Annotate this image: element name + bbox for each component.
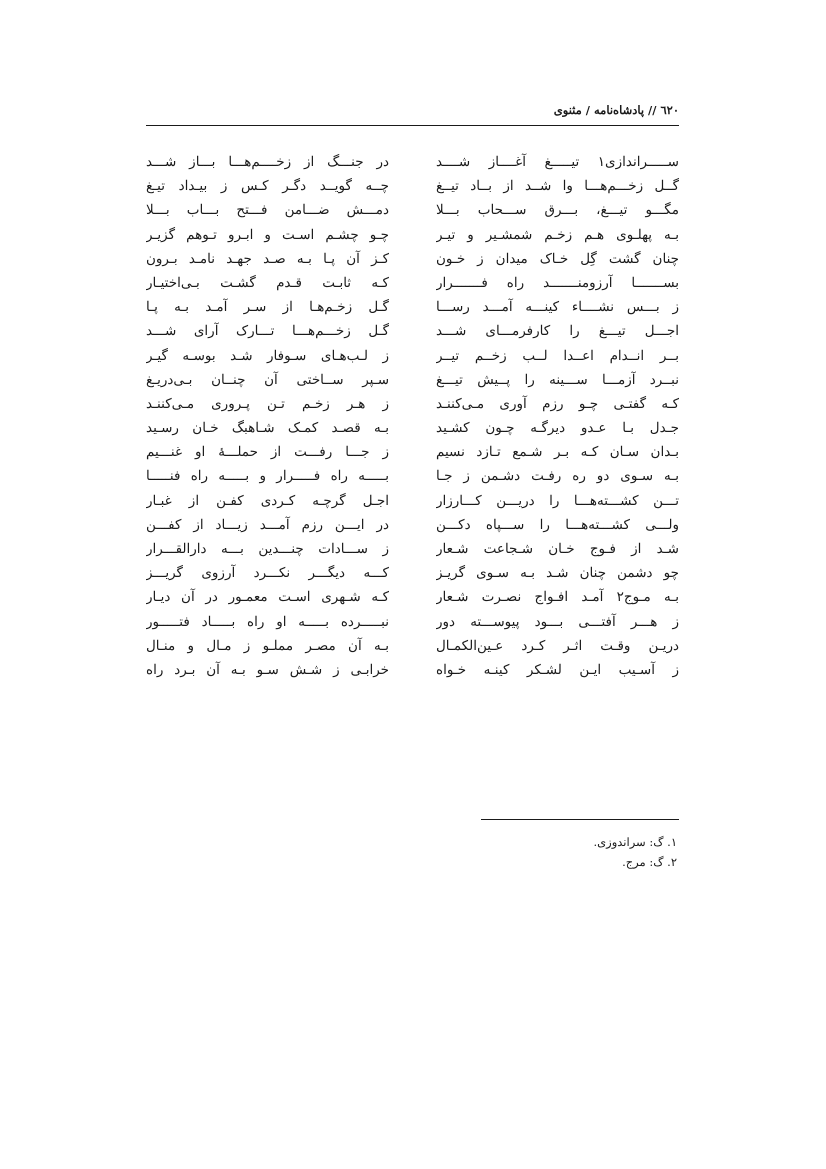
verse-hemistich: ز بـــس نشــــاء کینـــه آمـــد رســـا — [436, 299, 679, 316]
verse-hemistich: چـو چشـم اسـت و ابـرو تـوهم گزیـر — [146, 226, 389, 243]
verse-hemistich: در ایـــن رزم آمـــد زیـــاد از کفـــن — [146, 516, 389, 533]
verse-hemistich: بـــــه راه فـــــرار و بـــــه راه فنـــــا — [146, 468, 389, 485]
verse-hemistich: بـه قصـد کمـک شـاهبگ خـان رسـید — [146, 420, 389, 437]
verse-hemistich: مگـــو تیـــغ، بـــرق ســـحاب بـــلا — [436, 202, 679, 219]
footnote: ۱. گ: سراندوزی. — [593, 835, 677, 849]
verse-hemistich: ز هـــر آفتـــی بـــود پیوســـته دور — [436, 613, 679, 630]
verse-hemistich: خرابـی ز شـش سـو بـه آن بـرد راه — [146, 661, 389, 678]
verse-hemistich: در جنـــگ از زخــــم‌هـــا بـــاز شـــد — [146, 154, 389, 170]
verse-hemistich: چــه گویــد دگـر کـس ز بیـداد تیـغ — [146, 178, 389, 195]
verse-hemistich: نبـــــرده بـــــه او راه بـــــاد فتـــــور — [146, 613, 389, 630]
verse-hemistich: اجـل گرچـه کـردی کفـن از غبـار — [146, 492, 389, 509]
verse-hemistich: ز ســـادات چنـــدین بـــه دارالقـــرار — [146, 541, 389, 557]
verse-hemistich: گـل زخـم‌هـا از سـر آمـد بـه پـا — [146, 299, 389, 316]
verse-hemistich: چو دشمن چنان شـد بـه سـوی گریـز — [436, 565, 679, 582]
poem-column-right — [436, 150, 679, 682]
verse-hemistich: تـــن کشـــته‌هـــا را دریـــن کـــارزار — [436, 492, 679, 509]
verse-hemistich: ســـــراندازی۱ تیـــــغ آغــــاز شــــد — [436, 154, 679, 170]
verse-hemistich: بـه پهلـوی هـم زخـم شمشـیر و تیـر — [436, 226, 679, 243]
verse-hemistich: بـه مـوج۲ آمـد افـواج نصـرت شـعار — [436, 589, 679, 606]
header-rule — [146, 125, 679, 126]
footnote-rule — [481, 819, 679, 820]
header-title: پادشاه‌نامه / مثنوی — [553, 103, 645, 117]
verse-hemistich: بــر انــدام اعــدا لــب زخــم تیــر — [436, 347, 679, 364]
verse-hemistich: گـل زخـــم‌هـــا تـــارک آرای شـــد — [146, 323, 389, 340]
verse-hemistich: ز هـر زخـم تـن پـروری مـی‌کننـد — [146, 395, 389, 412]
footnote: ۲. گ: مرج. — [622, 855, 677, 869]
running-header — [554, 103, 679, 117]
page-number: ٦٢٠ — [660, 103, 679, 117]
verse-hemistich: ز آسـیب ایـن لشـکر کینـه خـواه — [436, 661, 679, 678]
verse-hemistich: ولـــی کشـــته‌هـــا را ســـپاه دکـــن — [436, 516, 679, 533]
verse-hemistich: کـه ثابـت قـدم گشـت بـی‌اختیـار — [146, 274, 389, 291]
verse-hemistich: ز لـب‌هـای سـوفار شـد بوسـه گیـر — [146, 347, 389, 364]
poem-column-left — [146, 150, 389, 682]
verse-hemistich: کـــه دیگـــر نکـــرد آرزوی گریـــز — [146, 565, 389, 582]
verse-hemistich: بـه سـوی دو ره رفـت دشـمن ز جـا — [436, 468, 679, 485]
verse-hemistich: گــل زخـــم‌هـــا وا شــد از بــاد تیــغ — [436, 178, 679, 195]
verse-hemistich: بســـــــا آرزومنـــــــد راه فـــــــرار — [436, 274, 679, 291]
verse-hemistich: شـد از فـوج خـان شـجاعت شـعار — [436, 541, 679, 557]
verse-hemistich: چنان گشت گِل خـاک میدان ز خـون — [436, 250, 679, 267]
verse-hemistich: اجـــل تیـــغ را کارفرمـــای شـــد — [436, 323, 679, 340]
verse-hemistich: ز جـــا رفـــت از حملـــهٔ او غنـــیم — [146, 444, 389, 461]
verse-hemistich: دریـن وقـت اثـر کـرد عـین‌الکمـال — [436, 637, 679, 654]
verse-hemistich: کـه گفتـی چـو رزم آوری مـی‌کننـد — [436, 395, 679, 412]
header-separator: // — [644, 103, 661, 117]
verse-hemistich: جـدل بـا عـدو دیرگـه چـون کشـید — [436, 420, 679, 437]
verse-hemistich: کـه شـهری اسـت معمـور در آن دیـار — [146, 589, 389, 606]
verse-hemistich: کـز آن پـا بـه صـد جهـد نامـد بـرون — [146, 250, 389, 267]
verse-hemistich: سـپر ســاختی آن چنــان بـی‌دریـغ — [146, 371, 389, 388]
verse-hemistich: بـه آن مصـر مملـو ز مـال و منـال — [146, 637, 389, 654]
verse-hemistich: نبــرد آزمـــا ســـینه را پــیش تیـــغ — [436, 371, 679, 388]
verse-hemistich: دمـــش ضـــامن فـــتح بـــاب بـــلا — [146, 202, 389, 219]
verse-hemistich: بـدان سـان کـه بـر شـمع تـازد نسیم — [436, 444, 679, 461]
footnotes — [594, 832, 678, 872]
